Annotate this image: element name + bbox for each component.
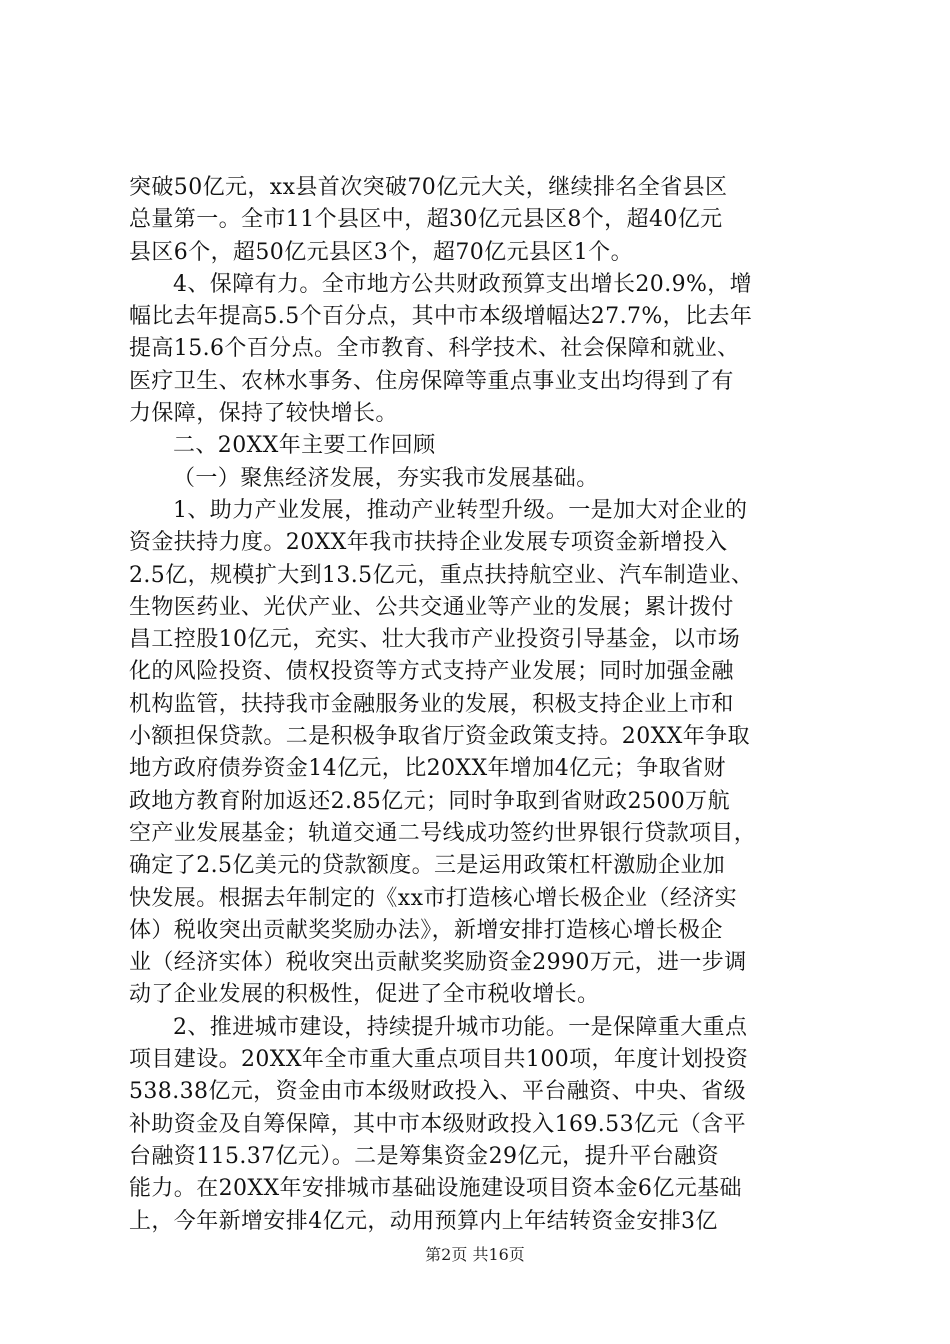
text-line: 2、推进城市建设，持续提升城市功能。一是保障重大重点 (173, 1014, 748, 1040)
text-line: 538.38亿元，资金由市本级财政投入、平台融资、中央、省级 (129, 1079, 746, 1105)
text-line: 昌工控股10亿元，充实、壮大我市产业投资引导基金，以市场 (129, 627, 741, 653)
text-line: 空产业发展基金；轨道交通二号线成功签约世界银行贷款项目， (129, 820, 757, 846)
text-line: 提高15.6个百分点。全市教育、科学技术、社会保障和就业、 (129, 336, 740, 362)
text-line: 小额担保贷款。二是积极争取省厅资金政策支持。20XX年争取 (129, 724, 750, 750)
text-line: 1、助力产业发展，推动产业转型升级。一是加大对企业的 (173, 497, 748, 523)
text-line: 4、保障有力。全市地方公共财政预算支出增长20.9%，增 (173, 271, 753, 297)
text-line: 力保障，保持了较快增长。 (129, 401, 398, 427)
text-line: 幅比去年提高5.5个百分点，其中市本级增幅达27.7%，比去年 (129, 304, 753, 330)
text-line: 2.5亿，规模扩大到13.5亿元，重点扶持航空业、汽车制造业、 (129, 562, 754, 588)
text-line: 补助资金及自筹保障，其中市本级财政投入169.53亿元（含平 (129, 1111, 746, 1137)
text-line: 动了企业发展的积极性，促进了全市税收增长。 (129, 982, 600, 1008)
text-line: 台融资115.37亿元）。二是筹集资金29亿元，提升平台融资 (129, 1143, 719, 1169)
text-line: 二、20XX年主要工作回顾 (173, 433, 436, 459)
text-line: 业（经济实体）税收突出贡献奖奖励资金2990万元，进一步调 (129, 950, 747, 976)
text-line: 项目建设。20XX年全市重大重点项目共100项，年度计划投资 (129, 1047, 749, 1073)
text-line: 能力。在20XX年安排城市基础设施建设项目资本金6亿元基础 (129, 1176, 742, 1202)
text-line: （一）聚焦经济发展，夯实我市发展基础。 (173, 465, 599, 491)
text-line: 化的风险投资、债权投资等方式支持产业发展；同时加强金融 (129, 659, 734, 685)
text-line: 体）税收突出贡献奖奖励办法》，新增安排打造核心增长极企 (129, 917, 723, 943)
text-line: 总量第一。全市11个县区中，超30亿元县区8个，超40亿元 (129, 207, 723, 233)
text-line: 医疗卫生、农林水事务、住房保障等重点事业支出均得到了有 (129, 368, 734, 394)
document-body (129, 172, 829, 1238)
text-line: 生物医药业、光伏产业、公共交通业等产业的发展；累计拨付 (129, 594, 734, 620)
text-line: 政地方教育附加返还2.85亿元；同时争取到省财政2500万航 (129, 788, 730, 814)
text-line: 机构监管，扶持我市金融服务业的发展，积极支持企业上市和 (129, 691, 734, 717)
text-line: 县区6个，超50亿元县区3个，超70亿元县区1个。 (129, 239, 633, 265)
text-line: 地方政府债券资金14亿元，比20XX年增加4亿元；争取省财 (129, 756, 726, 782)
text-line: 突破50亿元，xx县首次突破70亿元大关，继续排名全省县区 (129, 175, 728, 200)
text-line: 上，今年新增安排4亿元，动用预算内上年结转资金安排3亿 (129, 1208, 718, 1234)
page-footer: 第2页 共16页 (425, 1245, 525, 1264)
text-line: 资金扶持力度。20XX年我市扶持企业发展专项资金新增投入 (129, 530, 728, 556)
text-line: 快发展。根据去年制定的《xx市打造核心增长极企业（经济实 (129, 885, 738, 911)
text-line: 确定了2.5亿美元的贷款额度。三是运用政策杠杆激励企业加 (129, 853, 726, 879)
